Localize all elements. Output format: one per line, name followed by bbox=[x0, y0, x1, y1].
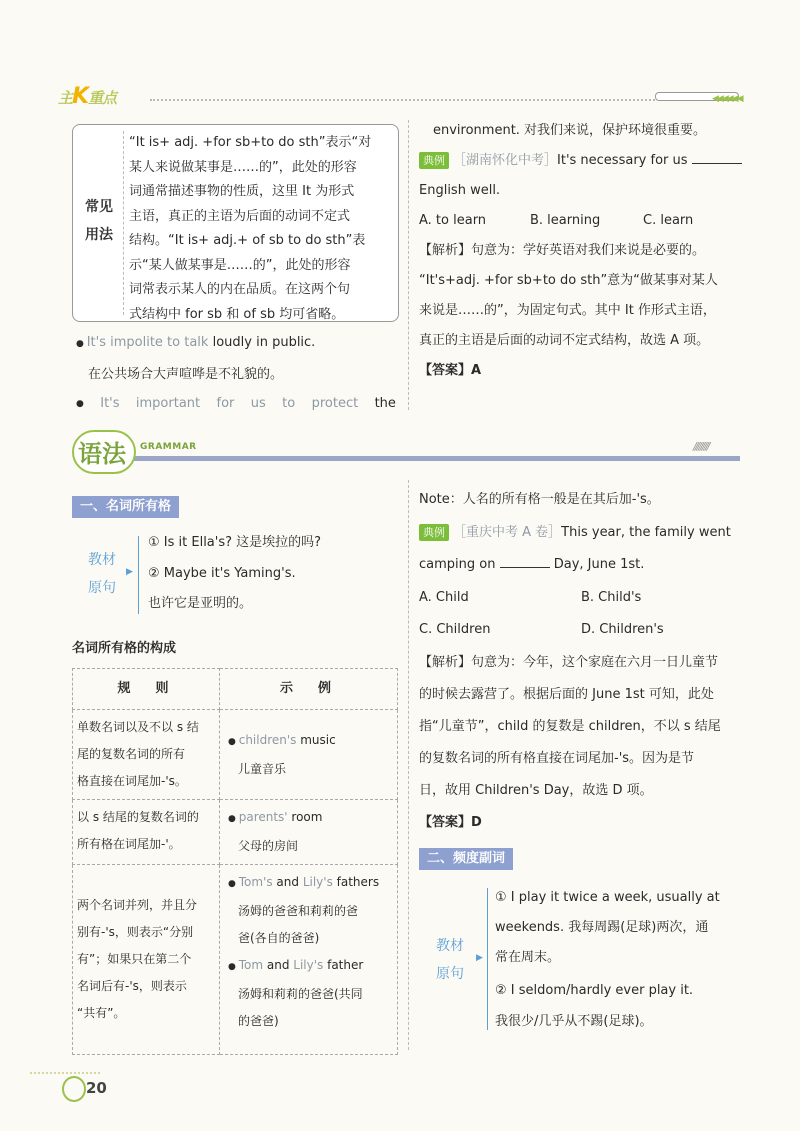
textbook-sentence: ① I play it twice a week, usually at bbox=[495, 890, 720, 905]
grammar-hatch: ///////// bbox=[693, 440, 709, 453]
exam-question-1-cont: English well. bbox=[419, 183, 501, 198]
option-b: B. learning bbox=[530, 213, 601, 228]
arrow-right-icon: ▶ bbox=[126, 567, 133, 577]
usage-line: 结构。“It is+ adj.+ of sb to do sth”表 bbox=[129, 233, 366, 248]
exam-question-2: 典例 ［重庆中考 A 卷］This year, the family went bbox=[419, 520, 731, 546]
usage-line: 主语，真正的主语为后面的动词不定式 bbox=[129, 208, 351, 224]
exam-question-2-cont: camping on Day, June 1st. bbox=[419, 557, 645, 572]
usage-line: 词通常描述事物的性质，这里 It 为形式 bbox=[129, 184, 355, 199]
usage-line: 示“某人做某事是……的”，此处的形容 bbox=[129, 257, 351, 273]
column-divider bbox=[408, 480, 409, 1050]
textbook-sentence: weekends. 我每周踢(足球)两次，通 bbox=[495, 920, 709, 935]
analysis-line: 的复数名词的所有格直接在词尾加-'s。因为是节 bbox=[419, 751, 695, 766]
example-translation-1: 在公共场合大声喧哗是不礼貌的。 bbox=[88, 367, 284, 382]
page-number: 20 bbox=[86, 1079, 107, 1097]
header-dotted-line bbox=[150, 99, 655, 101]
usage-label: 常见用法 bbox=[85, 199, 113, 243]
analysis-line: 【解析】句意为：学好英语对我们来说是必要的。 bbox=[419, 243, 706, 258]
usage-line: 式结构中 for sb 和 of sb 均可省略。 bbox=[129, 306, 345, 322]
rule-cell: 两个名词并列，并且分 别有-'s，则表示“分别 有”；如果只在第二个 名词后有-'s，则表示 “共有”。 bbox=[73, 865, 220, 1055]
example-sentence-1: ● It's impolite to talk loudly in public. bbox=[76, 330, 315, 357]
option-c: C. Children bbox=[419, 622, 491, 637]
example-cell: ● children's music 儿童音乐 bbox=[220, 710, 398, 800]
answer-line: 【答案】D bbox=[419, 815, 482, 830]
analysis-line: 的时候去露营了。根据后面的 June 1st 可知，此处 bbox=[419, 687, 714, 702]
table-row bbox=[73, 800, 398, 865]
arrow-right-icon: ▶ bbox=[476, 953, 483, 963]
example-sentence-2-cont: environment. 对我们来说，保护环境很重要。 bbox=[433, 123, 707, 138]
rule-cell: 单数名词以及不以 s 结 尾的复数名词的所有 格直接在词尾加-'s。 bbox=[73, 710, 220, 800]
textbook-sentence: 我很少/几乎从不踢(足球)。 bbox=[495, 1014, 653, 1029]
option-c: C. learn bbox=[643, 213, 694, 228]
rule-cell: 以 s 结尾的复数名词的 所有格在词尾加-'。 bbox=[73, 800, 220, 865]
textbook-label: 教材原句 bbox=[88, 552, 116, 596]
example-cell: ● Tom's and Lily's fathers 汤姆的爸爸和莉莉的爸 爸(各自的爸爸) ● Tom and Lily's father 汤姆和莉莉的爸爸(共同 的爸爸) bbox=[220, 865, 398, 1055]
analysis-line: 来说是……的”，为固定句式。其中 It 作形式主语， bbox=[419, 303, 716, 318]
note-line: Note：人名的所有格一般是在其后加-'s。 bbox=[419, 492, 660, 507]
textbook-sentence: ① Is it Ella's? 这是埃拉的吗? bbox=[148, 535, 322, 550]
table-row bbox=[73, 865, 398, 1055]
column-divider bbox=[408, 120, 409, 410]
answer-line: 【答案】A bbox=[419, 363, 482, 378]
analysis-line: “It's+adj. +for sb+to do sth”意为“做某事对某人 bbox=[419, 273, 718, 288]
table-header: 示 例 bbox=[220, 669, 398, 710]
typical-example-tag: 典例 bbox=[419, 152, 449, 169]
usage-divider bbox=[123, 131, 124, 315]
analysis-line: 日，故用 Children's Day，故选 D 项。 bbox=[419, 783, 653, 798]
analysis-line: 真正的主语是后面的动词不定式结构，故选 A 项。 bbox=[419, 333, 710, 348]
textbook-label: 教材原句 bbox=[436, 938, 464, 982]
usage-line: 某人来说做某事是……的”，此处的形容 bbox=[129, 159, 357, 175]
usage-line: “It is+ adj. +for sb+to do sth”表示“对 bbox=[129, 135, 372, 150]
grammar-subtitle: GRAMMAR bbox=[140, 442, 197, 452]
usage-line: 词常表示某人的内在品质。在这两个句 bbox=[129, 282, 351, 297]
possessive-rules-table bbox=[72, 668, 398, 1055]
example-cell: ● parents' room 父母的房间 bbox=[220, 800, 398, 865]
option-a: A. Child bbox=[419, 590, 469, 605]
example-sentence-2: ● It's important for us to protect the bbox=[76, 391, 396, 417]
exam-question-1: 典例 ［湖南怀化中考］It's necessary for us bbox=[419, 148, 742, 174]
textbook-sentence: ② I seldom/hardly ever play it. bbox=[495, 983, 694, 998]
analysis-line: 【解析】句意为：今年，这个家庭在六月一日儿童节 bbox=[419, 655, 719, 670]
grammar-title: 语法 bbox=[78, 440, 126, 468]
textbook-bracket bbox=[138, 536, 139, 614]
usage-text bbox=[129, 131, 391, 327]
grammar-banner-bar bbox=[132, 456, 740, 461]
textbook-sentence: 常在周末。 bbox=[495, 950, 561, 965]
table-row bbox=[73, 710, 398, 800]
table-header: 规 则 bbox=[73, 669, 220, 710]
analysis-line: 指“儿童节”，child 的复数是 children，不以 s 结尾 bbox=[419, 719, 721, 734]
answer-blank bbox=[692, 163, 742, 164]
footer-dotted-line bbox=[30, 1072, 100, 1074]
section-heading-possessive: 一、名词所有格 bbox=[72, 496, 179, 518]
answer-blank bbox=[500, 567, 550, 568]
option-b: B. Child's bbox=[581, 590, 642, 605]
textbook-sentence: 也许它是亚明的。 bbox=[148, 596, 253, 611]
table-header-row bbox=[73, 669, 398, 710]
textbook-bracket bbox=[487, 888, 488, 1030]
table-caption: 名词所有格的构成 bbox=[72, 641, 177, 656]
lightbulb-icon bbox=[62, 1076, 86, 1102]
typical-example-tag: 典例 bbox=[419, 524, 449, 541]
header-arrows-icon: ◀◀◀◀◀◀ bbox=[712, 94, 742, 104]
option-d: D. Children's bbox=[581, 622, 664, 637]
usage-box bbox=[72, 124, 399, 322]
textbook-sentence: ② Maybe it's Yaming's. bbox=[148, 566, 296, 581]
section-heading-frequency: 二、频度副词 bbox=[419, 848, 513, 870]
option-a: A. to learn bbox=[419, 213, 487, 228]
brand-logo: 主K重点 bbox=[58, 84, 117, 109]
